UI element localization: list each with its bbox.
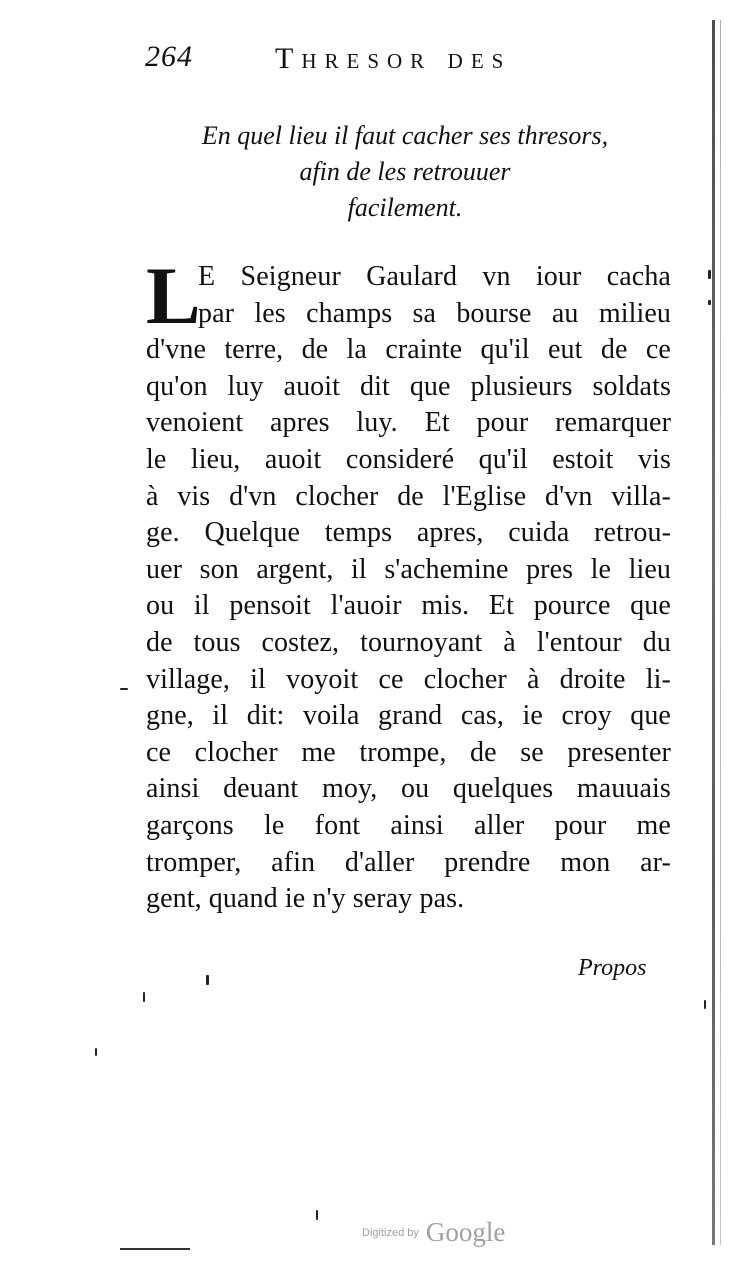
scan-speck xyxy=(708,270,711,279)
word: bourse xyxy=(456,297,532,329)
word: argent, xyxy=(256,553,334,585)
word: ar- xyxy=(640,846,671,878)
word: ou xyxy=(401,773,430,805)
word: estoit xyxy=(552,443,614,475)
word: que xyxy=(630,590,671,622)
word: ce xyxy=(378,663,404,695)
word: mis. xyxy=(421,590,470,622)
word: aller xyxy=(474,809,525,841)
word: le xyxy=(146,443,167,475)
word: de xyxy=(397,480,424,512)
word: ge. xyxy=(146,517,180,549)
word: remarquer xyxy=(555,407,671,439)
word: clocher xyxy=(295,480,379,512)
word: les xyxy=(254,297,286,329)
word: le xyxy=(264,809,285,841)
word: vis xyxy=(637,443,671,475)
scan-speck xyxy=(708,300,711,305)
word: tournoyant xyxy=(360,626,483,658)
bottom-rule xyxy=(120,1248,190,1250)
word: plusieurs xyxy=(470,370,573,402)
word: du xyxy=(642,626,671,658)
word: tous xyxy=(193,626,241,658)
word: luy xyxy=(227,370,264,402)
text-line xyxy=(146,552,671,589)
word: temps xyxy=(324,517,393,549)
word: ainsi xyxy=(146,773,200,805)
word: auoit xyxy=(283,370,341,402)
word: voyoit xyxy=(286,663,359,695)
word: gne, xyxy=(146,700,194,732)
word: apres xyxy=(270,407,330,439)
word: pres xyxy=(526,553,574,585)
word: cuida xyxy=(508,517,570,549)
text-line xyxy=(146,479,671,516)
word: de xyxy=(146,626,173,658)
word: ie xyxy=(522,700,543,732)
scan-speck xyxy=(316,1210,318,1220)
drop-cap: L xyxy=(146,250,201,341)
word: dit: xyxy=(246,700,285,732)
text-line xyxy=(146,515,671,552)
word: uer xyxy=(146,553,183,585)
word: lieu xyxy=(628,553,671,585)
word: qu'il xyxy=(478,443,528,475)
word: cas, xyxy=(460,700,504,732)
digitized-by-watermark xyxy=(362,1217,505,1248)
word: pensoit xyxy=(229,590,311,622)
text-line xyxy=(146,625,671,662)
word: Quelque xyxy=(204,517,301,549)
word: apres, xyxy=(416,517,484,549)
text-line xyxy=(146,808,671,845)
body-paragraph xyxy=(146,250,671,918)
word: afin xyxy=(271,846,316,878)
word: li- xyxy=(645,663,671,695)
word: ce xyxy=(645,334,671,366)
word: pour xyxy=(476,407,529,439)
word: luy. xyxy=(356,407,398,439)
word: pour xyxy=(554,809,607,841)
word: son xyxy=(199,553,239,585)
word: Et xyxy=(424,407,450,439)
word: trompe, xyxy=(359,736,447,768)
text-line: gent, quand ie n'y seray pas. xyxy=(146,883,465,915)
word: prendre xyxy=(444,846,531,878)
scan-speck xyxy=(120,688,128,690)
word: il xyxy=(351,553,367,585)
text-line xyxy=(146,771,671,808)
word: moy, xyxy=(321,773,378,805)
scan-speck xyxy=(143,992,145,1002)
word: milieu xyxy=(598,297,671,329)
section-title xyxy=(150,118,660,226)
word: E xyxy=(198,261,216,292)
word: droite xyxy=(559,663,626,695)
text-line xyxy=(146,405,671,442)
word: retrou- xyxy=(594,517,671,549)
word: font xyxy=(314,809,361,841)
word: la xyxy=(346,334,367,366)
word: presenter xyxy=(567,736,671,768)
word: que xyxy=(409,370,451,402)
word: costez, xyxy=(261,626,340,658)
word: lieu, xyxy=(190,443,241,475)
word: l'auoir xyxy=(330,590,402,622)
scan-speck xyxy=(95,1048,97,1056)
word: dit xyxy=(360,370,390,402)
section-title-line: En quel lieu il faut cacher ses thresors, xyxy=(201,121,609,150)
text-line xyxy=(146,369,671,406)
word: d'aller xyxy=(344,846,415,878)
google-brand: Google xyxy=(425,1217,506,1247)
word: garçons xyxy=(146,809,234,841)
text-line xyxy=(146,296,671,333)
page-edge-shadow-inner xyxy=(720,20,721,1245)
word: à xyxy=(503,626,516,658)
running-header xyxy=(145,40,595,84)
word: Et xyxy=(488,590,515,622)
word: de xyxy=(470,736,497,768)
word: se xyxy=(520,736,544,768)
word: d'vn xyxy=(229,480,277,512)
catchword: Propos xyxy=(578,955,647,981)
word: soldats xyxy=(592,370,671,402)
word: crainte xyxy=(385,334,463,366)
word: que xyxy=(630,700,671,732)
word: le xyxy=(590,553,612,585)
word: terre, xyxy=(224,334,284,366)
word: qu'il xyxy=(480,334,530,366)
word: s'achemine xyxy=(384,553,509,585)
word: ainsi xyxy=(390,809,444,841)
word: qu'on xyxy=(146,370,208,402)
word: clocher xyxy=(423,663,507,695)
word: sa xyxy=(412,297,437,329)
word: mauuais xyxy=(576,773,671,805)
text-line xyxy=(146,662,671,699)
word: à xyxy=(146,480,159,512)
scan-speck xyxy=(206,975,209,985)
word: pource xyxy=(533,590,611,622)
running-title: Thresor des xyxy=(275,42,512,75)
text-line xyxy=(146,845,671,882)
word: vn xyxy=(482,261,511,292)
word: de xyxy=(600,334,628,366)
word: par xyxy=(198,297,235,329)
word: vis xyxy=(177,480,211,512)
word: ce xyxy=(146,736,172,768)
text-line xyxy=(146,332,671,369)
word: village, xyxy=(146,663,230,695)
word: à xyxy=(526,663,540,695)
word: au xyxy=(551,297,579,329)
word: ou xyxy=(146,590,175,622)
word: auoit xyxy=(264,443,322,475)
word: d'vne xyxy=(146,334,206,366)
word: eut xyxy=(547,334,583,366)
text-line xyxy=(146,735,671,772)
page-number: 264 xyxy=(145,40,193,73)
word: d'vn xyxy=(545,480,593,512)
word: l'entour xyxy=(536,626,622,658)
word: grand xyxy=(378,700,443,732)
word: clocher xyxy=(194,736,278,768)
word: quelques xyxy=(452,773,554,805)
word: champs xyxy=(306,297,393,329)
word: croy xyxy=(561,700,612,732)
word: il xyxy=(193,590,210,622)
text-line xyxy=(146,259,671,296)
word: de xyxy=(301,334,329,366)
word: Gaulard xyxy=(366,261,458,292)
section-title-line: afin de les retrouuer xyxy=(299,157,511,186)
word: consideré xyxy=(345,443,455,475)
page-edge-shadow xyxy=(712,20,715,1245)
digitized-label: Digitized by xyxy=(362,1226,419,1239)
word: venoient xyxy=(146,407,244,439)
word: il xyxy=(212,700,229,732)
word: voila xyxy=(302,700,360,732)
word: cacha xyxy=(606,261,671,292)
word: iour xyxy=(535,261,582,292)
text-line xyxy=(146,588,671,625)
word: l'Eglise xyxy=(442,480,527,512)
text-line xyxy=(146,442,671,479)
word: me xyxy=(636,809,671,841)
section-title-line: facilement. xyxy=(347,193,463,222)
word: Seigneur xyxy=(240,261,341,292)
word: mon xyxy=(560,846,611,878)
text-line xyxy=(146,698,671,735)
word: tromper, xyxy=(146,846,242,878)
word: me xyxy=(301,736,336,768)
word: villa- xyxy=(611,480,671,512)
word: deuant xyxy=(223,773,299,805)
word: il xyxy=(250,663,266,695)
scan-speck xyxy=(704,1000,706,1009)
